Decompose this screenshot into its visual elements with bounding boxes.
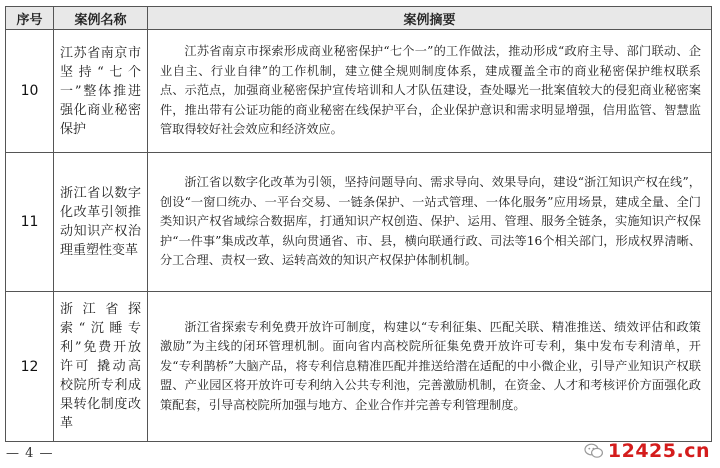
cases-table bbox=[5, 6, 712, 442]
watermark-text: 12425.cn bbox=[607, 440, 710, 462]
case-name: 江苏省南京市坚持“七个一”整体推进 强化商业秘密保护 bbox=[54, 30, 148, 153]
wechat-icon bbox=[584, 443, 604, 459]
header-serial: 序号 bbox=[6, 7, 54, 30]
page-number: — 4 — bbox=[6, 446, 54, 461]
table-row bbox=[6, 292, 712, 442]
table-row bbox=[6, 153, 712, 292]
case-abstract: 浙江省探索专利免费开放许可制度，构建以“专利征集、匹配关联、精准推送、绩效评估和政策激励”为主线的闭环管理机制。面向省内高校院所征集免费开放许可专利，集中发布专利清单，开发“专利鹊桥”大脑产品，将专利信息精准匹配并推送给潜在适配的中小微企业，引导产业知识产权联盟、产业园区将开放许可专利纳入公共专利池，完善激励机制，在资金、人才和考核评价方面强化政策配套，引导高校院所加强与地方、企业合作并完善专利管理制度。 bbox=[148, 292, 712, 442]
case-abstract: 江苏省南京市探索形成商业秘密保护“七个一”的工作做法，推动形成“政府主导、部门联动、企业自主、行业自律”的工作机制，建立健全规则制度体系，建成覆盖全市的商业秘密保护维权联系点、示范点，加强商业秘密保护宣传培训和人才队伍建设，查处曝光一批案值较大的侵犯商业秘密案件，推出带有公证功能的商业秘密在线保护平台，企业保护意识和需求明显增强，信用监管、智慧监管取得较好社会效应和经济效应。 bbox=[148, 30, 712, 153]
case-number: 12 bbox=[6, 292, 54, 442]
case-name: 浙江省探索“沉睡专利”免费开放许可 撬动高校院所专利成果转化制度改革 bbox=[54, 292, 148, 442]
header-case-abstract: 案例摘要 bbox=[148, 7, 712, 30]
site-watermark bbox=[584, 440, 710, 462]
case-name: 浙江省以数字化改革引领推动知识产权治理重塑性变革 bbox=[54, 153, 148, 292]
table-row bbox=[6, 30, 712, 153]
case-number: 10 bbox=[6, 30, 54, 153]
header-case-name: 案例名称 bbox=[54, 7, 148, 30]
table-header-row bbox=[6, 7, 712, 30]
case-abstract: 浙江省以数字化改革为引领，坚持问题导向、需求导向、效果导向，建设“浙江知识产权在线”，创设“一窗口统办、一平台交易、一链条保护、一站式管理、一体化服务”应用场景，建成全量、全门类知识产权省域综合数据库，打通知识产权创造、保护、运用、管理、服务全链条，实施知识产权保护“一件事”集成改革，纵向贯通省、市、县，横向联通行政、司法等16个相关部门，形成权界清晰、分工合理、责权一致、运转高效的知识产权保护体制机制。 bbox=[148, 153, 712, 292]
case-number: 11 bbox=[6, 153, 54, 292]
